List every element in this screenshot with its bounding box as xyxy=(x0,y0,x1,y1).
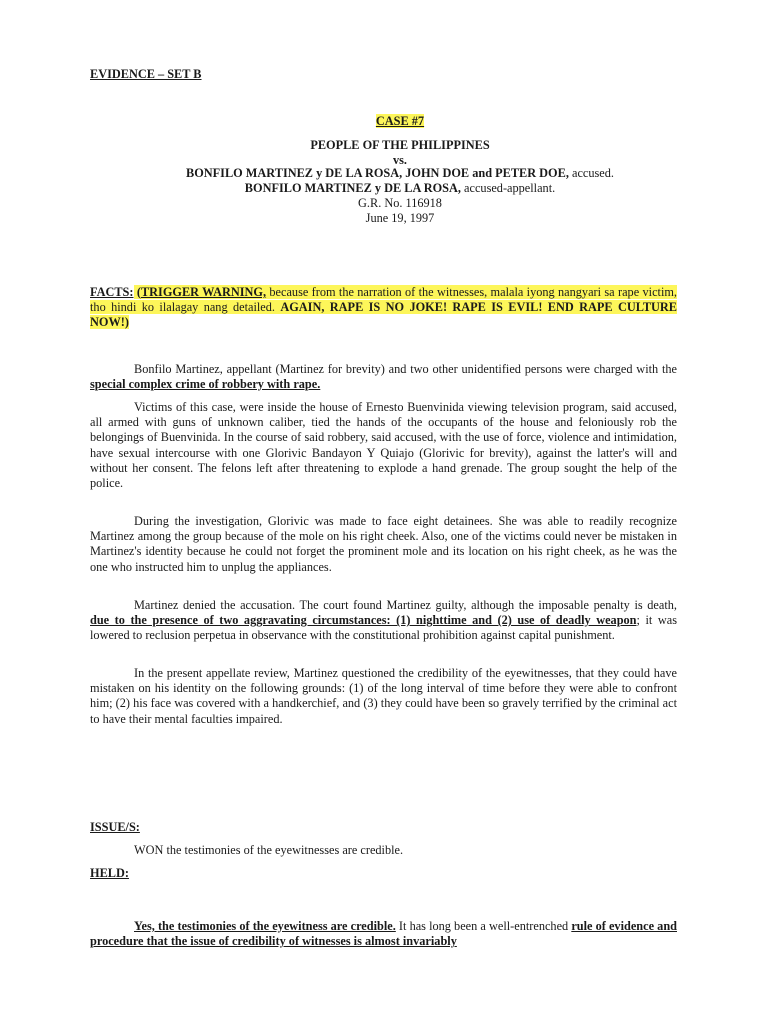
issue-label: ISSUE/S: xyxy=(90,820,140,834)
case-vs: vs. xyxy=(392,153,407,167)
facts-p4-tail: ; it was lowered to reclusion perpetua in observance with the constitutional prohibition against capital punishment. xyxy=(90,613,677,643)
issue-text: WON the testimonies of the eyewitnesses are credible. xyxy=(134,843,404,857)
facts-label: FACTS: xyxy=(90,285,134,299)
aggravating-circumstances: due to the presence of two aggravating circumstances: (1) nighttime and (2) use of deadly weapon xyxy=(90,613,637,628)
facts-p5-text: In the present appellate review, Martinez questioned the credibility of the eyewitnesses, that they could have mistaken on his identity on the following grounds: (1) of the long interval of time before they were able to confront him; (2) his face was covered with a handkerchief, and (3) they could have been so gravely terrified by the criminal act to have their mental faculties impaired. xyxy=(90,666,677,726)
facts-p4-text: Martinez denied the accusation. The court found Martinez guilty, although the imposable penalty is death, xyxy=(134,598,677,612)
held-paragraph-1 xyxy=(90,919,677,949)
held-label: HELD: xyxy=(90,866,129,880)
case-number-highlight: CASE #7 xyxy=(375,114,425,128)
facts-paragraph-3 xyxy=(90,514,677,575)
case-title: PEOPLE OF THE PHILIPPINES xyxy=(310,138,490,152)
case-number xyxy=(60,114,740,129)
facts-header xyxy=(90,285,677,331)
section-header: EVIDENCE – SET B xyxy=(90,67,202,81)
held-text: It has long been a well-entrenched xyxy=(395,919,572,933)
gr-number: G.R. No. 116918 xyxy=(358,196,442,210)
trigger-warning: TRIGGER WARNING, xyxy=(140,285,267,299)
appellant-line xyxy=(60,181,740,196)
trigger-note: because from the narration of the witnesses, malala iyong nangyari sa rape victim, tho hindi ko ilalagay nang detailed. xyxy=(90,285,677,315)
held-ruling: Yes, the testimonies of the eyewitness are credible. xyxy=(134,919,396,933)
facts-paragraph-1 xyxy=(90,362,677,392)
accused-line xyxy=(60,166,740,181)
facts-paragraph-5 xyxy=(90,666,677,727)
facts-p3-text: During the investigation, Glorivic was made to face eight detainees. She was able to readily recognize Martinez among the group because of the mole on his right cheek. Also, one of the victims could never be mistaken in Martinez's identity because he could not forget the prominent mole and its location on his right cheek, as he was the one who instructed him to unplug the appliances. xyxy=(90,514,677,574)
rape-emphasis: AGAIN, RAPE IS NO JOKE! RAPE IS EVIL! END RAPE CULTURE NOW!) xyxy=(90,300,677,330)
held-rule: rule of evidence and procedure that the issue of credibility of witnesses is almost invariably xyxy=(90,919,677,949)
facts-p1-text: Bonfilo Martinez, appellant (Martinez for brevity) and two other unidentified persons were charged with the xyxy=(134,362,677,376)
crime-charged: special complex crime of robbery with rape. xyxy=(90,377,321,392)
appellant-role: accused-appellant. xyxy=(460,181,556,195)
facts-paragraph-4 xyxy=(90,598,677,644)
facts-p2-text: Victims of this case, were inside the house of Ernesto Buenvinida viewing television program, said accused, all armed with guns of unknown caliber, tied the hands of the occupants of the house and feloniously rob the belongings of Buenvinida. In the course of said robbery, said accused, with the use of force, violence and intimidation, have sexual intercourse with one Glorivic Bandayon Y Quiajo (Glorivic for brevity), against the latter's will and without her consent. The felons left after threatening to explode a hand grenade. The group sought the help of the police. xyxy=(90,400,677,491)
case-date: June 19, 1997 xyxy=(365,211,435,225)
accused-names: BONFILO MARTINEZ y DE LA ROSA, JOHN DOE and PETER DOE, xyxy=(186,166,569,180)
appellant-name: BONFILO MARTINEZ y DE LA ROSA, xyxy=(244,181,461,195)
facts-open-paren: ( xyxy=(133,285,141,299)
accused-role: accused. xyxy=(568,166,614,180)
facts-paragraph-2 xyxy=(90,400,677,491)
